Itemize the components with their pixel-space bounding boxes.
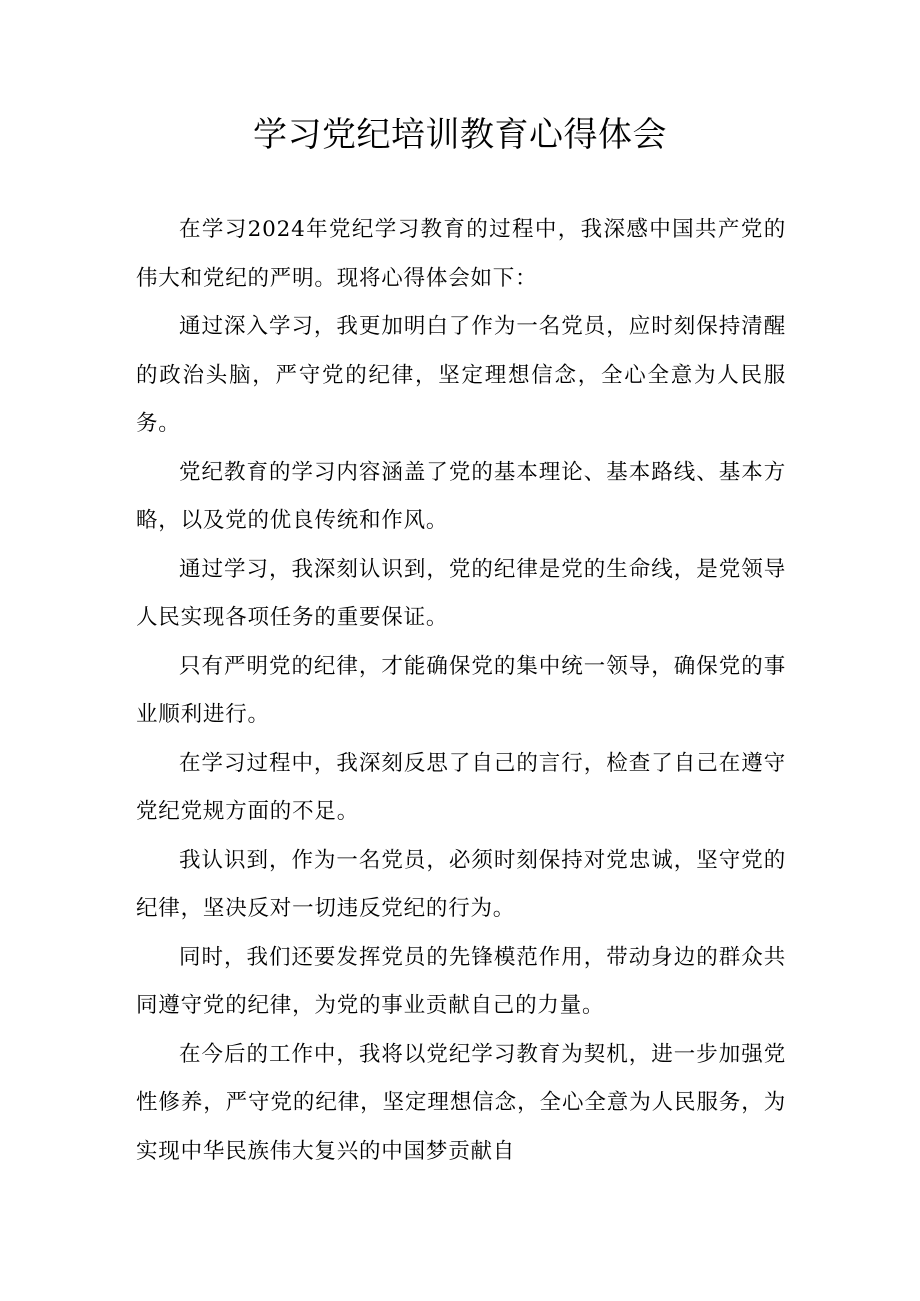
paragraph: 通过深入学习，我更加明白了作为一名党员，应时刻保持清醒的政治头脑，严守党的纪律，坚定理想信念，全心全意为人民服务。 bbox=[136, 314, 786, 436]
paragraph: 只有严明党的纪律，才能确保党的集中统一领导，确保党的事业顺利进行。 bbox=[136, 653, 786, 727]
paragraph: 党纪教育的学习内容涵盖了党的基本理论、基本路线、基本方略，以及党的优良传统和作风。 bbox=[136, 459, 786, 533]
paragraph: 我认识到，作为一名党员，必须时刻保持对党忠诚，坚守党的纪律，坚决反对一切违反党纪的行为。 bbox=[136, 847, 786, 921]
paragraph: 在学习2024年党纪学习教育的过程中，我深感中国共产党的伟大和党纪的严明。现将心得体会如下： bbox=[136, 217, 786, 291]
document-body bbox=[136, 206, 786, 1176]
paragraph: 在学习过程中，我深刻反思了自己的言行，检查了自己在遵守党纪党规方面的不足。 bbox=[136, 750, 786, 824]
paragraph: 通过学习，我深刻认识到，党的纪律是党的生命线，是党领导人民实现各项任务的重要保证。 bbox=[136, 556, 786, 630]
document-title: 学习党纪培训教育心得体会 bbox=[253, 115, 667, 155]
paragraph: 同时，我们还要发挥党员的先锋模范作用，带动身边的群众共同遵守党的纪律，为党的事业贡献自己的力量。 bbox=[136, 944, 786, 1018]
paragraph: 在今后的工作中，我将以党纪学习教育为契机，进一步加强党性修养，严守党的纪律，坚定理想信念，全心全意为人民服务，为实现中华民族伟大复兴的中国梦贡献自 bbox=[136, 1041, 786, 1164]
